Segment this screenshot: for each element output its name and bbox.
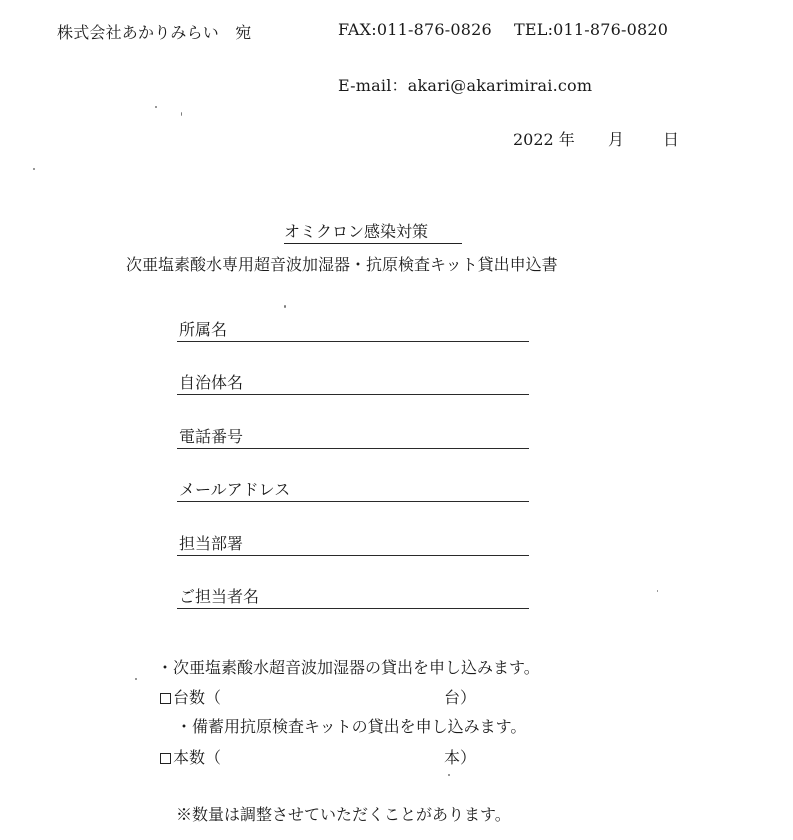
form-title: オミクロン感染対策 <box>284 219 462 244</box>
kit-request: ・備蓄用抗原検査キットの貸出を申し込みます。 <box>176 717 527 736</box>
date-month: 月 <box>608 130 625 149</box>
scan-speck <box>155 106 157 108</box>
tel-number: TEL:011-876-0820 <box>514 20 669 39</box>
date-day: 日 <box>663 130 680 149</box>
humidifier-count-label: 台数（ <box>173 688 222 707</box>
phone-label: 電話番号 <box>179 427 244 446</box>
email-address: E-mail：akari@akarimirai.com <box>338 76 593 95</box>
kit-count-row <box>160 745 221 768</box>
municipality-label: 自治体名 <box>179 373 244 392</box>
recipient: 株式会社あかりみらい 宛 <box>57 23 252 42</box>
kit-checkbox[interactable] <box>160 753 171 764</box>
affiliation-label: 所属名 <box>179 320 228 339</box>
humidifier-count-row <box>160 685 221 708</box>
municipality-field[interactable] <box>177 368 529 395</box>
contact-person-field[interactable] <box>177 582 529 609</box>
scan-speck <box>181 112 182 116</box>
scan-speck <box>657 590 658 592</box>
department-label: 担当部署 <box>179 534 244 553</box>
humidifier-checkbox[interactable] <box>160 693 171 704</box>
department-field[interactable] <box>177 529 529 556</box>
fax-number: FAX:011-876-0826 <box>338 20 492 39</box>
scan-speck <box>33 168 35 170</box>
humidifier-request: ・次亜塩素酸水超音波加湿器の貸出を申し込みます。 <box>157 658 540 677</box>
phone-field[interactable] <box>177 422 529 449</box>
humidifier-count-unit: 台） <box>444 688 477 707</box>
form-subtitle: 次亜塩素酸水専用超音波加湿器・抗原検査キット貸出申込書 <box>126 255 558 274</box>
email-field[interactable] <box>177 475 529 502</box>
date-year: 2022 年 <box>513 130 575 149</box>
scan-speck <box>135 678 137 680</box>
scan-speck <box>448 774 450 776</box>
quantity-note: ※数量は調整させていただくことがあります。 <box>176 805 511 824</box>
kit-count-unit: 本） <box>444 748 477 767</box>
contact-person-label: ご担当者名 <box>179 587 260 606</box>
email-label: メールアドレス <box>179 480 291 499</box>
scan-speck <box>284 305 286 308</box>
affiliation-field[interactable] <box>177 315 529 342</box>
kit-count-label: 本数（ <box>173 748 222 767</box>
